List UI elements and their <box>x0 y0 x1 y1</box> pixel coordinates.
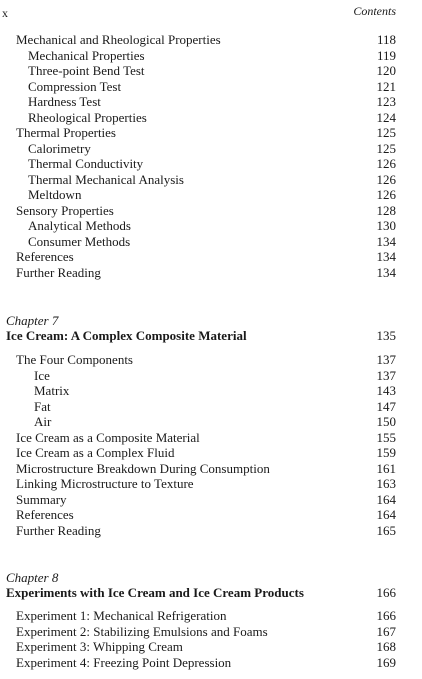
toc-entry-page: 134 <box>376 233 396 249</box>
toc-entry-title: Experiment 3: Whipping Cream <box>16 639 183 654</box>
toc-entry-page: 120 <box>376 63 396 78</box>
toc-entry <box>0 507 422 523</box>
toc-entry-title: Linking Microstructure to Texture <box>16 476 194 491</box>
toc-entry-title: Three-point Bend Test <box>28 63 145 78</box>
toc-entry-page: 150 <box>376 414 396 429</box>
toc-entry-page: 166 <box>376 608 396 623</box>
toc-entry <box>0 430 422 446</box>
toc-entry <box>0 110 422 126</box>
toc-entry <box>0 172 422 188</box>
toc-entry <box>0 368 422 384</box>
toc-entry <box>0 476 422 492</box>
toc-entry <box>0 79 422 95</box>
toc-entry <box>0 608 422 624</box>
toc-entry-title: Ice Cream as a Composite Material <box>16 429 200 445</box>
page-header <box>0 4 422 20</box>
toc-entry-page: 165 <box>376 522 396 538</box>
toc-entry <box>0 94 422 110</box>
toc-entry-title: Experiment 1: Mechanical Refrigeration <box>16 608 227 623</box>
toc-entry <box>0 523 422 539</box>
toc-entry-title: Thermal Properties <box>16 125 116 140</box>
toc-entry-title: Meltdown <box>28 187 82 202</box>
toc-entry-title: Ice <box>34 367 50 383</box>
chapter-label: Chapter 8 <box>6 570 59 585</box>
toc-entry-title: Microstructure Breakdown During Consumption <box>16 460 270 476</box>
toc-entry-page: 118 <box>376 32 396 47</box>
toc-entry <box>0 492 422 508</box>
toc-entry-title: Mechanical and Rheological Properties <box>16 32 221 47</box>
toc-entry <box>0 125 422 141</box>
toc-entry-page: 137 <box>376 367 396 383</box>
toc-entry <box>0 156 422 172</box>
toc-entry-page: 134 <box>376 249 396 264</box>
toc-entry <box>0 461 422 477</box>
toc-entry-page: 143 <box>376 383 396 398</box>
toc-entry-page: 123 <box>376 94 396 109</box>
toc-entry-title: Air <box>34 414 52 429</box>
toc-entry-title: Further Reading <box>16 522 101 538</box>
toc-entry-page: 159 <box>376 445 396 460</box>
toc-entry <box>0 32 422 48</box>
toc-entry-page: 125 <box>376 125 396 140</box>
toc-entry-title: Hardness Test <box>28 94 101 109</box>
toc-entry-page: 130 <box>376 218 396 233</box>
toc-entry-page: 137 <box>376 352 396 367</box>
toc-entry-title: Mechanical Properties <box>28 47 145 63</box>
toc-entry <box>0 249 422 265</box>
toc-entry-title: Analytical Methods <box>28 218 131 233</box>
toc-entry <box>0 63 422 79</box>
toc-entry <box>0 218 422 234</box>
chapter-title: Experiments with Ice Cream and Ice Cream Products <box>6 585 304 600</box>
toc-entry-page: 168 <box>376 639 396 654</box>
toc-entry-page: 119 <box>376 47 396 63</box>
toc-entry-title: Summary <box>16 491 67 507</box>
toc-entry <box>0 445 422 461</box>
toc-entry <box>0 234 422 250</box>
toc-entry-title: Thermal Conductivity <box>28 156 144 171</box>
toc-entry-title: Compression Test <box>28 78 122 94</box>
chapter-label: Chapter 7 <box>6 313 59 328</box>
toc-entry-page: 164 <box>376 491 396 507</box>
toc-entry <box>0 48 422 64</box>
toc-entry <box>0 187 422 203</box>
toc-entry-title: Sensory Properties <box>16 202 114 218</box>
toc-entry <box>0 203 422 219</box>
toc-entry <box>0 399 422 415</box>
toc-entry <box>0 639 422 655</box>
toc-entry-title: Consumer Methods <box>28 233 131 249</box>
toc-entry-title: The Four Components <box>16 352 133 367</box>
toc-entry-page: 125 <box>376 140 396 156</box>
page-number: x <box>2 6 8 20</box>
toc-entry <box>0 624 422 640</box>
toc-entry-page: 147 <box>376 398 396 414</box>
toc-entry-title: Fat <box>34 398 51 414</box>
toc-entry-page: 163 <box>376 476 396 491</box>
toc-entry-title: Experiment 2: Stabilizing Emulsions and Foams <box>16 623 268 639</box>
toc-entry-page: 126 <box>376 156 396 171</box>
chapter-title: Ice Cream: A Complex Composite Material <box>6 328 247 343</box>
toc-entry-title: Ice Cream as a Complex Fluid <box>16 445 175 460</box>
running-head: Contents <box>353 4 396 18</box>
toc-entry-title: Thermal Mechanical Analysis <box>28 171 184 187</box>
toc-entry-page: 126 <box>376 187 396 202</box>
toc-entry-title: Further Reading <box>16 264 101 280</box>
toc-entry-page: 167 <box>376 623 396 639</box>
toc-entry <box>0 265 422 281</box>
toc-entry-page: 126 <box>376 171 396 187</box>
toc-entry-page: 121 <box>376 78 396 94</box>
toc-entry-title: Experiment 4: Freezing Point Depression <box>16 654 232 670</box>
toc-entry-title: References <box>16 249 74 264</box>
toc-entry-title: Calorimetry <box>28 140 91 156</box>
toc-entry <box>0 383 422 399</box>
toc-entry-title: Rheological Properties <box>28 109 147 125</box>
toc-entry-page: 155 <box>376 429 396 445</box>
chapter-page: 166 <box>376 585 396 600</box>
toc-entry-page: 169 <box>376 654 396 670</box>
toc-entry <box>0 352 422 368</box>
toc-entry-title: References <box>16 507 74 522</box>
chapter-page: 135 <box>376 328 396 343</box>
toc-entry-page: 124 <box>376 109 396 125</box>
toc-entry-page: 134 <box>376 264 396 280</box>
toc-entry <box>0 141 422 157</box>
toc-entry-page: 161 <box>376 460 396 476</box>
toc-entry-page: 128 <box>376 202 396 218</box>
toc-entry-page: 164 <box>376 507 396 522</box>
toc-entry <box>0 655 422 671</box>
toc-entry <box>0 414 422 430</box>
toc-entry-title: Matrix <box>34 383 70 398</box>
